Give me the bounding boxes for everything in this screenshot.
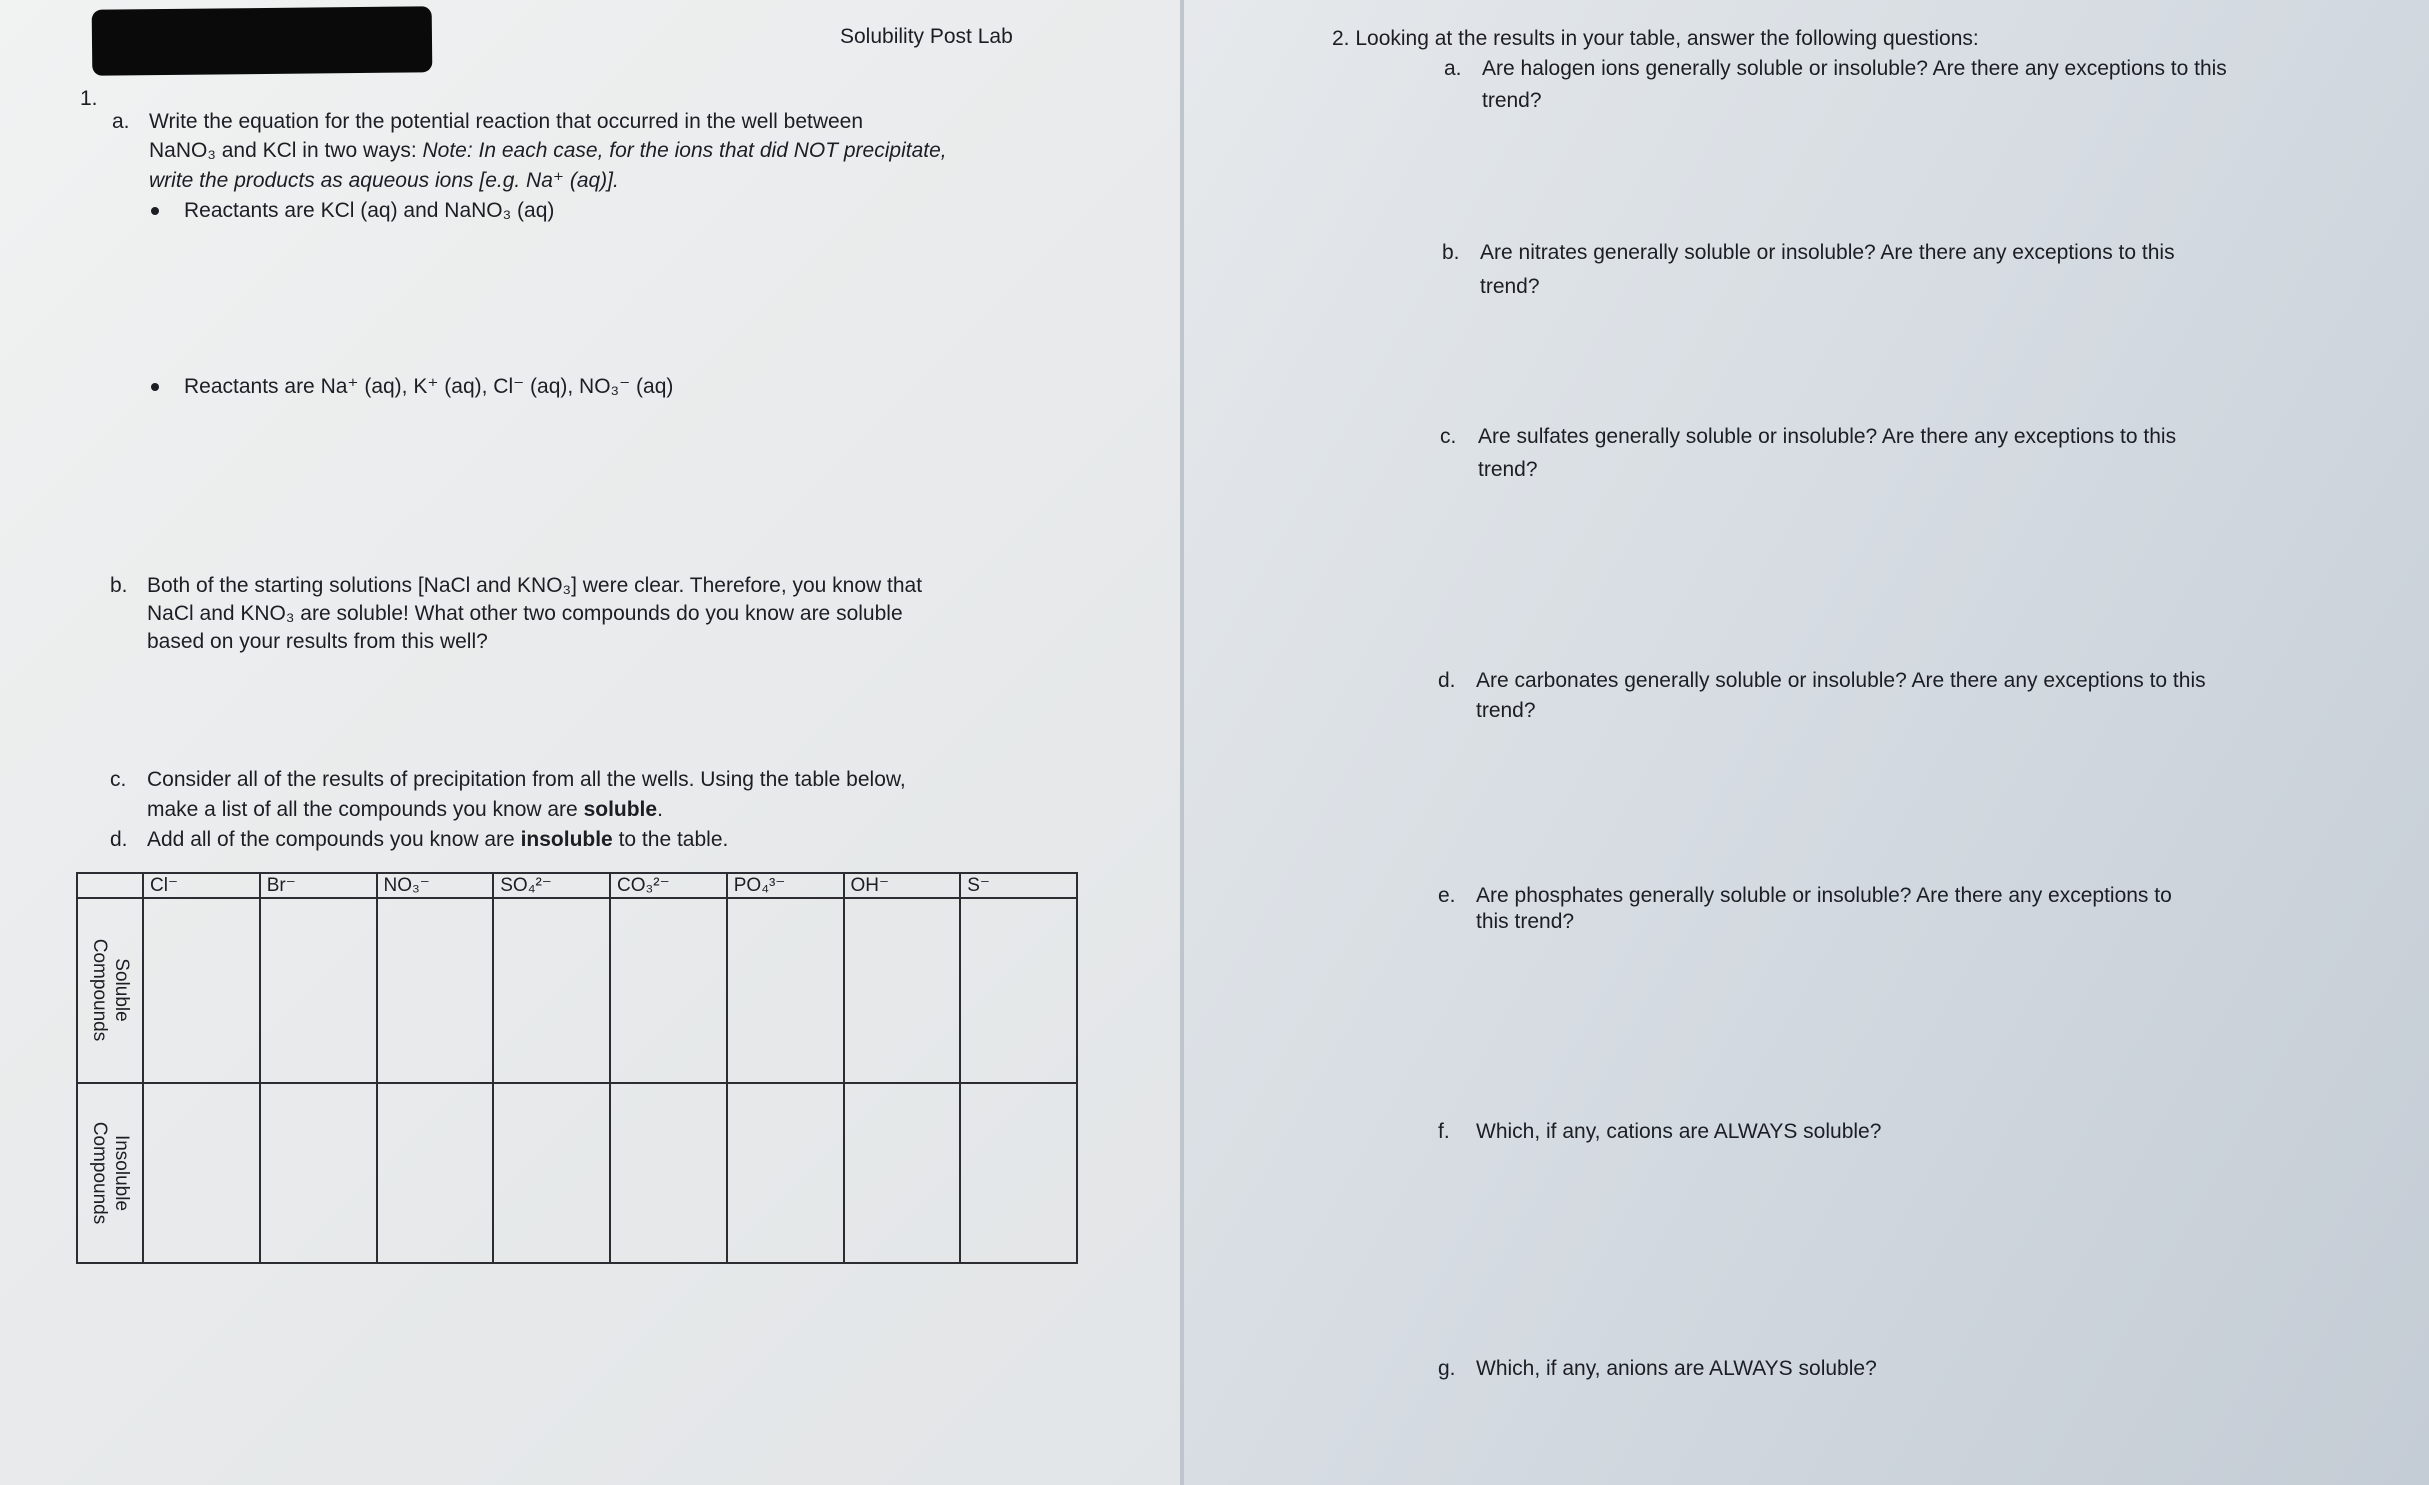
row-label-line2: Compounds: [89, 939, 110, 1042]
q1d-line: [147, 825, 728, 854]
q1a-line1: Write the equation for the potential reaction that occurred in the well between: [149, 110, 864, 133]
row-label-text: [88, 939, 132, 1041]
table-cell[interactable]: [143, 1083, 260, 1263]
table-header-cell: S⁻: [960, 873, 1077, 898]
q1a-line3: write the products as aqueous ions [e.g. Na⁺ (aq)].: [149, 169, 619, 192]
table-corner-cell: [77, 873, 143, 898]
q2b-line2: trend?: [1480, 275, 1540, 298]
table-header-cell: OH⁻: [844, 873, 961, 898]
q2f-line1: Which, if any, cations are ALWAYS soluble?: [1476, 1120, 1882, 1143]
table-cell[interactable]: [493, 1083, 610, 1263]
q2b-letter: b.: [1442, 241, 1460, 264]
table-cell[interactable]: [610, 898, 727, 1082]
q2e-line2: this trend?: [1476, 910, 1575, 933]
table-cell[interactable]: [844, 898, 961, 1082]
q1d-letter: d.: [110, 828, 128, 851]
page-title: Solubility Post Lab: [840, 25, 1013, 48]
table-cell[interactable]: [727, 898, 844, 1082]
worksheet-page-right: [1184, 0, 2429, 1485]
bullet-icon: [151, 207, 159, 215]
q1a-line2-text: NaNO₃ and KCl in two ways:: [149, 139, 423, 162]
q2f-letter: f.: [1438, 1120, 1450, 1143]
q1b-line2: NaCl and KNO₃ are soluble! What other two compounds do you know are soluble: [147, 602, 903, 625]
q2c-line2: trend?: [1478, 458, 1538, 481]
q2g-line1: Which, if any, anions are ALWAYS soluble?: [1476, 1357, 1877, 1380]
table-header-cell: CO₃²⁻: [610, 873, 727, 898]
table-cell[interactable]: [377, 898, 494, 1082]
table-cell[interactable]: [960, 1083, 1077, 1263]
worksheet-page-left: [0, 0, 1180, 1485]
solubility-table: [76, 872, 1078, 1264]
table-header-cell: PO₄³⁻: [727, 873, 844, 898]
q1c-line2: [147, 795, 663, 824]
q2d-letter: d.: [1438, 669, 1456, 692]
q2e-letter: e.: [1438, 884, 1456, 907]
q2c-line1: Are sulfates generally soluble or insoluble? Are there any exceptions to this: [1478, 425, 2177, 448]
q1c-letter: c.: [110, 768, 127, 791]
q1a-letter: a.: [112, 110, 130, 133]
table-cell[interactable]: [377, 1083, 494, 1263]
q2g-letter: g.: [1438, 1357, 1456, 1380]
q1c-period: .: [657, 798, 663, 821]
row-label-line1: Soluble: [111, 958, 132, 1022]
q2a-letter: a.: [1444, 57, 1462, 80]
table-header-row: [77, 873, 1077, 898]
q1c-line2-text: make a list of all the compounds you know are: [147, 798, 584, 821]
q1a-bullet2: Reactants are Na⁺ (aq), K⁺ (aq), Cl⁻ (aq), NO₃⁻ (aq): [184, 375, 674, 398]
q2a-line2: trend?: [1482, 89, 1542, 112]
q1a-line2: [149, 136, 947, 165]
q1d-text: Add all of the compounds you know are: [147, 828, 521, 851]
q1b-line1: Both of the starting solutions [NaCl and KNO₃] were clear. Therefore, you know that: [147, 574, 923, 597]
table-row: [77, 1083, 1077, 1263]
q1d-text-end: to the table.: [612, 828, 729, 851]
row-label-soluble: [77, 898, 143, 1082]
q1b-line3: based on your results from this well?: [147, 630, 488, 653]
table-cell[interactable]: [610, 1083, 727, 1263]
row-label-line2: Compounds: [89, 1121, 110, 1224]
q1a-bullet1: Reactants are KCl (aq) and NaNO₃ (aq): [184, 199, 555, 222]
table-header-cell: Cl⁻: [143, 873, 260, 898]
q1d-insoluble-word: insoluble: [520, 828, 613, 851]
q2d-line1: Are carbonates generally soluble or insoluble? Are there any exceptions to this: [1476, 669, 2206, 692]
q2b-line1: Are nitrates generally soluble or insoluble? Are there any exceptions to this: [1480, 241, 2175, 264]
row-label-line1: Insoluble: [111, 1134, 132, 1211]
row-label-text: [88, 1122, 132, 1224]
table-cell[interactable]: [960, 898, 1077, 1082]
q1-number: 1.: [80, 87, 98, 110]
table-cell[interactable]: [493, 898, 610, 1082]
q2-heading: 2. Looking at the results in your table, answer the following questions:: [1332, 27, 1979, 50]
table-cell[interactable]: [727, 1083, 844, 1263]
q2e-line1: Are phosphates generally soluble or insoluble? Are there any exceptions to: [1476, 884, 2172, 907]
table-header-cell: SO₄²⁻: [493, 873, 610, 898]
table-cell[interactable]: [844, 1083, 961, 1263]
q2c-letter: c.: [1440, 425, 1457, 448]
table-header-cell: Br⁻: [260, 873, 377, 898]
q1c-soluble-word: soluble: [583, 798, 658, 821]
row-label-insoluble: [77, 1083, 143, 1263]
q2a-line1: Are halogen ions generally soluble or insoluble? Are there any exceptions to this: [1482, 57, 2227, 80]
q1a-note: Note: In each case, for the ions that did NOT precipitate,: [422, 139, 947, 162]
q1b-letter: b.: [110, 574, 128, 597]
table-header-cell: NO₃⁻: [377, 873, 494, 898]
q2d-line2: trend?: [1476, 699, 1536, 722]
redacted-name-box: [92, 6, 433, 76]
table-row: [77, 898, 1077, 1082]
table-cell[interactable]: [260, 1083, 377, 1263]
table-cell[interactable]: [143, 898, 260, 1082]
bullet-icon: [151, 383, 159, 391]
q1c-line1: Consider all of the results of precipitation from all the wells. Using the table below,: [147, 768, 906, 791]
table-cell[interactable]: [260, 898, 377, 1082]
